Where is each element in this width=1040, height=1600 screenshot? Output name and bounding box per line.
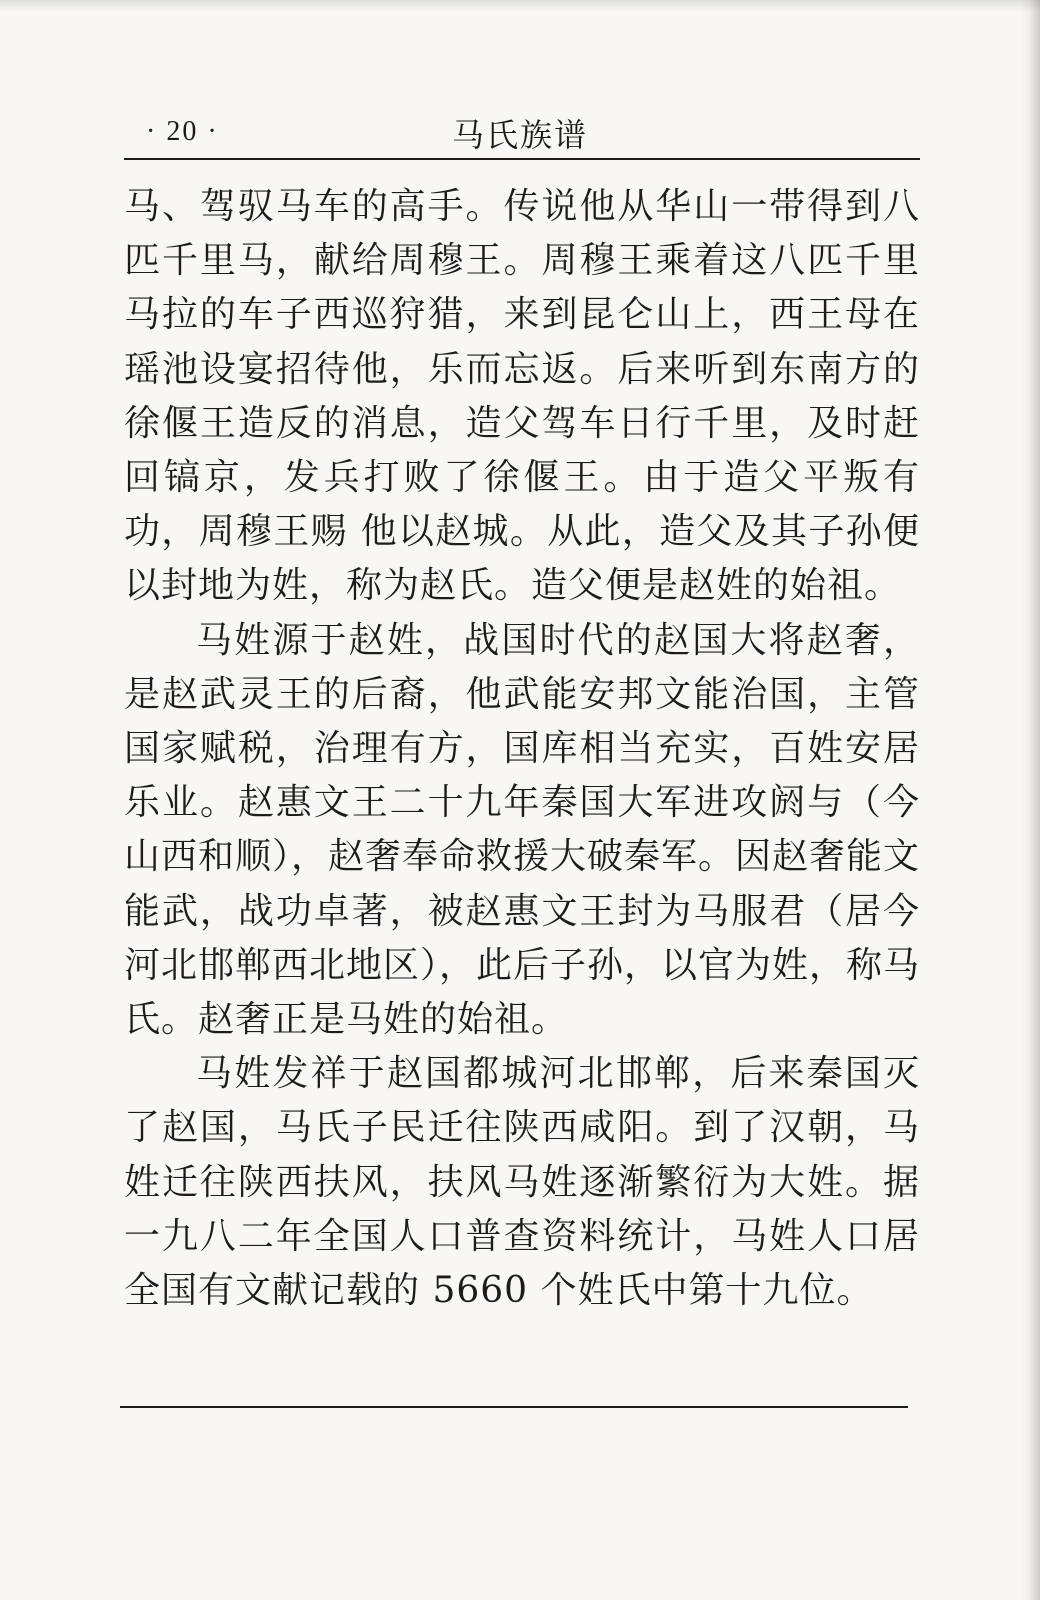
body-text: [124, 180, 920, 1318]
paragraph-2: 马姓源于赵姓，战国时代的赵国大将赵奢，是赵武灵王的后裔，他武能安邦文能治国，主管国家赋税，治理有方，国库相当充实，百姓安居乐业。赵惠文王二十九年秦国大军进攻阏与（今山西和顺），赵奢奉命救援大破秦军。因赵奢能文能武，战功卓著，被赵惠文王封为马服君（居今河北邯郸西北地区），此后子孙，以官为姓，称马氏。赵奢正是马姓的始祖。: [124, 619, 921, 1041]
paragraph-1: 马、驾驭马车的高手。传说他从华山一带得到八匹千里马，献给周穆王。周穆王乘着这八匹千里马拉的车子西巡狩猎，来到昆仑山上，西王母在瑶池设宴招待他，乐而忘返。后来听到东南方的徐偃王造反的消息，造父驾车日行千里，及时赶回镐京，发兵打败了徐偃王。由于造父平叛有功，周穆王赐 他以赵城。从此，造父及其子孙便以封地为姓，称为赵氏。造父便是赵姓的始祖。: [124, 186, 920, 607]
running-title: 马氏族谱: [451, 116, 588, 154]
footer-rule: [120, 1406, 908, 1408]
page-edge-shadow: [1022, 0, 1040, 1600]
page-header: [120, 110, 920, 162]
page-number: · 20 ·: [146, 116, 219, 147]
header-rule: [124, 158, 920, 160]
paragraph-3: 马姓发祥于赵国都城河北邯郸，后来秦国灭了赵国，马氏子民迁往陕西咸阳。到了汉朝，马姓迁往陕西扶风，扶风马姓逐渐繁衍为大姓。据一九八二年全国人口普查资料统计，马姓人口居全国有文献记载的 5660 个姓氏中第十九位。: [124, 1053, 920, 1312]
page-top-shadow: [0, 0, 1040, 12]
